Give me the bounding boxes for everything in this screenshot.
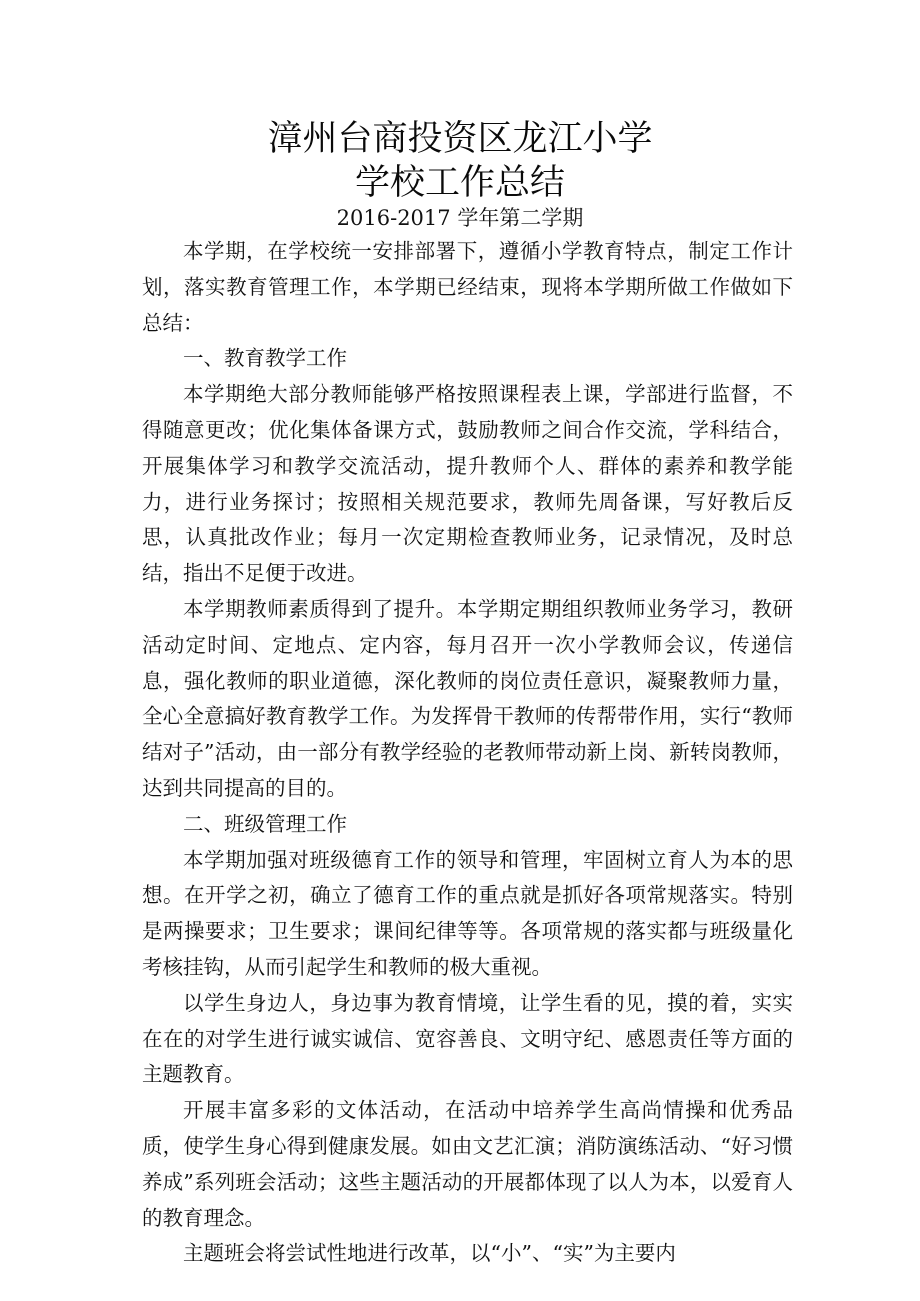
section2-paragraph-2: 以学生身边人，身边事为教育情境，让学生看的见，摸的着，实实在在的对学生进行诚实诚信、宽容善良、文明守纪、感恩责任等方面的主题教育。: [142, 990, 793, 1087]
section1-paragraph-2: 本学期教师素质得到了提升。本学期定期组织教师业务学习，教研活动定时间、定地点、定内容，每月召开一次小学教师会议，传递信息，强化教师的职业道德，深化教师的岗位责任意识，凝聚教师力量，全心全意搞好教育教学工作。为发挥骨干教师的传帮带作用，实行“教师结对子”活动，由一部分有教学经验的老教师带动新上岗、新转岗教师，达到共同提高的目的。: [142, 596, 793, 800]
section2-heading: 二、班级管理工作: [183, 811, 347, 836]
document-subtitle: 2016-2017 学年第二学期: [336, 206, 584, 230]
document-title-line2: 学校工作总结: [354, 163, 565, 203]
section1-heading: 一、教育教学工作: [183, 346, 347, 371]
intro-paragraph: 本学期，在学校统一安排部署下，遵循小学教育特点，制定工作计划，落实教育管理工作，本学期已经结束，现将本学期所做工作做如下总结：: [142, 239, 793, 335]
document-body: [142, 234, 793, 1272]
section2-paragraph-4: 主题班会将尝试性地进行改革，以“小”、“实”为主要内: [183, 1241, 676, 1266]
section1-paragraph-1: 本学期绝大部分教师能够严格按照课程表上课，学部进行监督，不得随意更改；优化集体备课方式，鼓励教师之间合作交流，学科结合，开展集体学习和教学交流活动，提升教师个人、群体的素养和教学能力，进行业务探讨；按照相关规范要求，教师先周备课，写好教后反思，认真批改作业；每月一次定期检查教师业务，记录情况，及时总结，指出不足便于改进。: [142, 382, 793, 586]
section2-paragraph-1: 本学期加强对班级德育工作的领导和管理，牢固树立育人为本的思想。在开学之初，确立了德育工作的重点就是抓好各项常规落实。特别是两操要求；卫生要求；课间纪律等等。各项常规的落实都与班级量化考核挂钩，从而引起学生和教师的极大重视。: [142, 847, 793, 979]
document-title-line1: 漳州台商投资区龙江小学: [267, 119, 653, 159]
section2-paragraph-3: 开展丰富多彩的文体活动，在活动中培养学生高尚情操和优秀品质，使学生身心得到健康发展。如由文艺汇演；消防演练活动、“好习惯养成”系列班会活动；这些主题活动的开展都体现了以人为本，以爱育人的教育理念。: [142, 1098, 793, 1230]
